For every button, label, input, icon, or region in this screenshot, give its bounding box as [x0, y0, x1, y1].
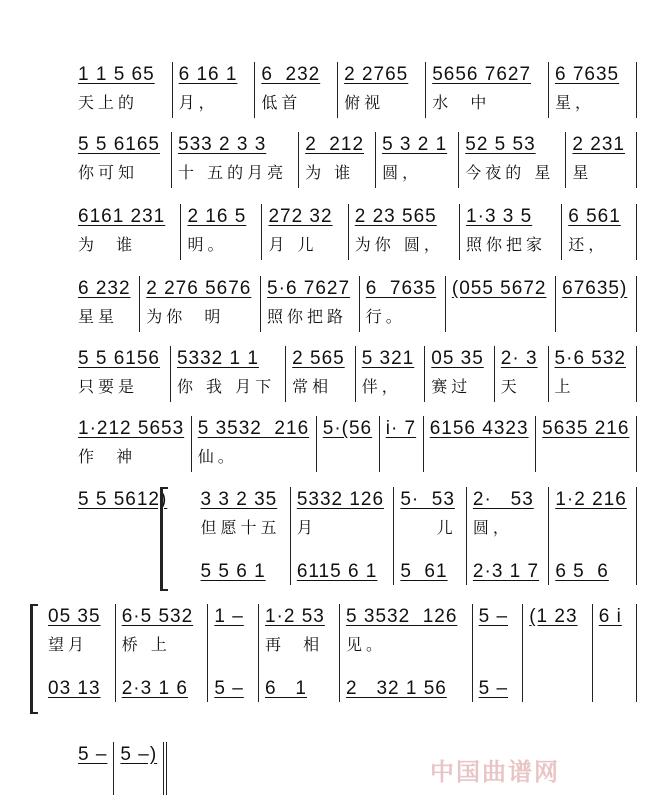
measure-notes: 6161 231	[78, 206, 166, 227]
measure	[523, 604, 593, 702]
measure	[566, 132, 637, 188]
measure	[171, 346, 286, 402]
measure-lyric: 为你 圆，	[354, 235, 444, 254]
measure	[356, 346, 426, 402]
measure-lyric	[120, 768, 157, 795]
measure-notes: 6156 4323	[429, 418, 529, 439]
measure-lower-voice: 5 61	[400, 561, 448, 582]
measure-lyric: 明。	[187, 235, 228, 254]
measure-notes: 67635)	[562, 278, 628, 299]
measure-notes: i· 7	[385, 418, 417, 439]
measure-lyric	[529, 630, 586, 660]
measure-notes: 5 3532 126	[346, 606, 458, 627]
measure	[181, 204, 262, 260]
measure-notes: 6 561	[568, 206, 621, 227]
measure	[42, 604, 116, 702]
measure-notes: 5 5 6165	[78, 134, 160, 155]
measure	[317, 416, 380, 472]
measure	[261, 276, 360, 332]
measure-notes: 5 –	[478, 606, 509, 627]
measure-lyric: 常相	[292, 377, 333, 396]
measure-notes: 5 –	[78, 744, 108, 765]
measure-lyric: 只要是	[78, 377, 139, 396]
measure-lyric: 为你 明	[146, 307, 225, 326]
measure	[140, 276, 261, 332]
measure-lower-voice: 5 5 6 1	[200, 561, 266, 582]
measure-notes: 52 5 53	[465, 134, 536, 155]
measure-notes: 1 1 5 65	[78, 64, 155, 85]
measure-notes: 5 –)	[120, 744, 158, 765]
measure-notes: 6 16 1	[178, 64, 238, 85]
measure-lyric: 月 儿	[268, 235, 318, 254]
measure-notes: 2 276 5676	[146, 278, 252, 299]
measure-lyric: 你可知	[78, 163, 139, 182]
measure-notes: 6 7635	[365, 278, 437, 299]
score-line-4	[72, 276, 637, 332]
measure-notes: 1·212 5653	[78, 418, 185, 439]
measure	[556, 276, 637, 332]
measure-lyric: 圆，	[382, 163, 423, 182]
measure-notes: 05 35	[431, 348, 484, 369]
measure	[349, 204, 460, 260]
measure	[338, 62, 426, 118]
measure-lyric: 月	[296, 518, 317, 537]
measure	[286, 346, 356, 402]
measure-lyric	[78, 768, 107, 795]
measure-notes: 1·3 3 5	[466, 206, 533, 227]
measure-notes: 6 232	[78, 278, 131, 299]
measure	[473, 604, 524, 702]
measure-notes: 2 16 5	[187, 206, 247, 227]
measure-lower-voice: 6 1	[264, 678, 307, 699]
measure-lyric: 水 中	[432, 93, 491, 112]
measure	[262, 204, 348, 260]
measure-lyric: 望月	[48, 635, 89, 654]
score-line-8	[42, 604, 637, 702]
measure	[394, 487, 467, 585]
measure-notes: 1·2 53	[264, 606, 325, 627]
measure	[72, 132, 172, 188]
measure	[72, 62, 173, 118]
measure-lyric: 再 相	[264, 635, 324, 654]
score-line-5	[72, 346, 637, 402]
measure-notes: 5 5 5612)	[78, 489, 168, 510]
measure-notes: 2 2765	[344, 64, 409, 85]
measure	[208, 604, 259, 702]
measure-notes: 6 232	[261, 64, 321, 85]
measure-lyric	[430, 442, 529, 472]
measure	[360, 276, 446, 332]
measure	[380, 416, 424, 472]
measure-lyric: 仙。	[197, 447, 238, 466]
measure-notes: 05 35	[48, 606, 101, 627]
measure	[116, 604, 209, 702]
measure-lyric	[214, 630, 252, 660]
measure-lyric: 星	[572, 163, 593, 182]
measure-lyric: 伴，	[361, 377, 402, 396]
measure-notes: 3 3 2 35	[200, 489, 278, 510]
measure-notes: 2 231	[572, 134, 625, 155]
measure	[460, 204, 562, 260]
measure-lyric: 上	[554, 377, 575, 396]
measure-lower-voice: 6 5 6	[555, 561, 609, 582]
measure-notes: 5 5 6156	[78, 348, 160, 369]
measure-lyric: 还，	[568, 235, 609, 254]
measure-lyric: 见。	[346, 635, 387, 654]
measure-lyric	[452, 302, 549, 332]
measure-lyric: 星，	[554, 93, 595, 112]
measure	[195, 487, 291, 585]
measure-lyric: 赛过	[431, 377, 472, 396]
measure	[593, 604, 637, 702]
measure	[192, 416, 317, 472]
measure	[424, 416, 536, 472]
measure	[549, 62, 637, 118]
measure	[425, 346, 495, 402]
measure-lower-voice: 2·3 1 6	[121, 678, 188, 699]
measure-lyric	[555, 513, 630, 543]
measure	[114, 742, 167, 795]
measure-lower-voice: 5 –	[478, 678, 509, 699]
measure-notes: 1·2 216	[555, 489, 627, 510]
measure-lyric: 照你把路	[267, 307, 348, 326]
measure-notes: 272 32	[268, 206, 333, 227]
measure-lyric: 俯视	[344, 93, 385, 112]
measure	[72, 204, 181, 260]
measure	[72, 742, 114, 795]
measure-notes: (1 23	[529, 606, 578, 627]
measure-lyric: 星星	[78, 307, 119, 326]
measure	[459, 132, 566, 188]
measure-lyric: 儿	[400, 518, 457, 537]
measure-lyric	[542, 442, 630, 472]
measure-lower-voice: 2 32 1 56	[346, 678, 447, 699]
measure	[299, 132, 376, 188]
measure-lyric: 天上的	[78, 93, 139, 112]
measure-notes: 5 321	[361, 348, 415, 369]
measure	[72, 416, 192, 472]
measure	[549, 346, 637, 402]
measure-notes: 2· 3	[500, 348, 538, 369]
measure	[72, 346, 171, 402]
measure	[426, 62, 549, 118]
measure	[495, 346, 549, 402]
measure	[172, 132, 299, 188]
measure-lyric: 但愿十五	[200, 518, 281, 537]
measure-notes: 6 7635	[554, 64, 620, 85]
measure	[259, 604, 340, 702]
measure	[536, 416, 637, 472]
measure-notes: 5332 1 1	[176, 348, 259, 369]
measure-lyric: 天	[500, 377, 521, 396]
measure-notes: 6 i	[598, 606, 622, 627]
measure	[467, 487, 549, 585]
measure-lyric: 圆，	[472, 518, 513, 537]
measure-lyric: 为 谁	[305, 163, 355, 182]
measure-lower-voice: 6115 6 1	[296, 561, 378, 582]
score-line-1	[72, 62, 637, 118]
measure-notes: 2 23 565	[354, 206, 437, 227]
measure-lyric	[479, 630, 517, 660]
measure	[562, 204, 637, 260]
measure-lyric	[78, 513, 171, 543]
score-line-3	[72, 204, 637, 260]
measure-notes: 5 3532 216	[197, 418, 310, 439]
measure-notes: 5·(56	[322, 418, 373, 439]
measure	[446, 276, 556, 332]
measure-notes: 5·6 532	[554, 348, 626, 369]
system-bracket	[160, 487, 168, 591]
measure-notes: 5 3 2 1	[382, 134, 448, 155]
measure-lyric	[599, 630, 630, 660]
system-bracket	[30, 604, 38, 714]
measure	[291, 487, 395, 585]
measure-notes: 5656 7627	[432, 64, 532, 85]
measure-lower-voice: 03 13	[48, 678, 101, 699]
measure-notes: 2 565	[292, 348, 345, 369]
measure-lyric: 你 我 月下	[176, 377, 276, 396]
measure-notes: 5· 53	[400, 489, 455, 510]
measure	[255, 62, 338, 118]
measure-notes: 5635 216	[542, 418, 630, 439]
measure-notes: 1 –	[214, 606, 244, 627]
measure	[72, 276, 140, 332]
measure-lyric: 照你把家	[466, 235, 547, 254]
measure-notes: 5·6 7627	[267, 278, 351, 299]
measure-lyric: 为 谁	[78, 235, 137, 254]
measure-lyric	[323, 442, 373, 472]
measure-notes: 533 2 3 3	[178, 134, 267, 155]
measure	[376, 132, 459, 188]
measure	[340, 604, 473, 702]
measure-notes: 2 212	[305, 134, 365, 155]
measure-lower-voice: 2·3 1 7	[472, 561, 540, 582]
measure-lyric: 月，	[178, 93, 219, 112]
score-line-2	[72, 132, 637, 188]
measure-lyric	[562, 302, 630, 332]
measure-lower-voice: 5 –	[214, 678, 244, 699]
measure-notes: 2· 53	[472, 489, 534, 510]
measure-lyric	[386, 442, 417, 472]
measure-lyric: 行。	[365, 307, 406, 326]
measure-lyric: 今夜的 星	[465, 163, 555, 182]
score-line-6	[72, 416, 637, 472]
measure-lyric: 低首	[261, 93, 302, 112]
measure-lyric: 十 五的月亮	[178, 163, 288, 182]
score-line-9	[72, 742, 167, 795]
watermark-logo: 中国曲谱网	[430, 757, 560, 786]
measure	[173, 62, 256, 118]
score-line-7	[72, 487, 637, 585]
measure-notes: 6·5 532	[121, 606, 194, 627]
measure-lyric: 作 神	[78, 447, 137, 466]
measure-notes: (055 5672	[451, 278, 547, 299]
measure	[549, 487, 637, 585]
measure-lyric: 桥 上	[121, 635, 171, 654]
measure-notes: 5332 126	[296, 489, 385, 510]
